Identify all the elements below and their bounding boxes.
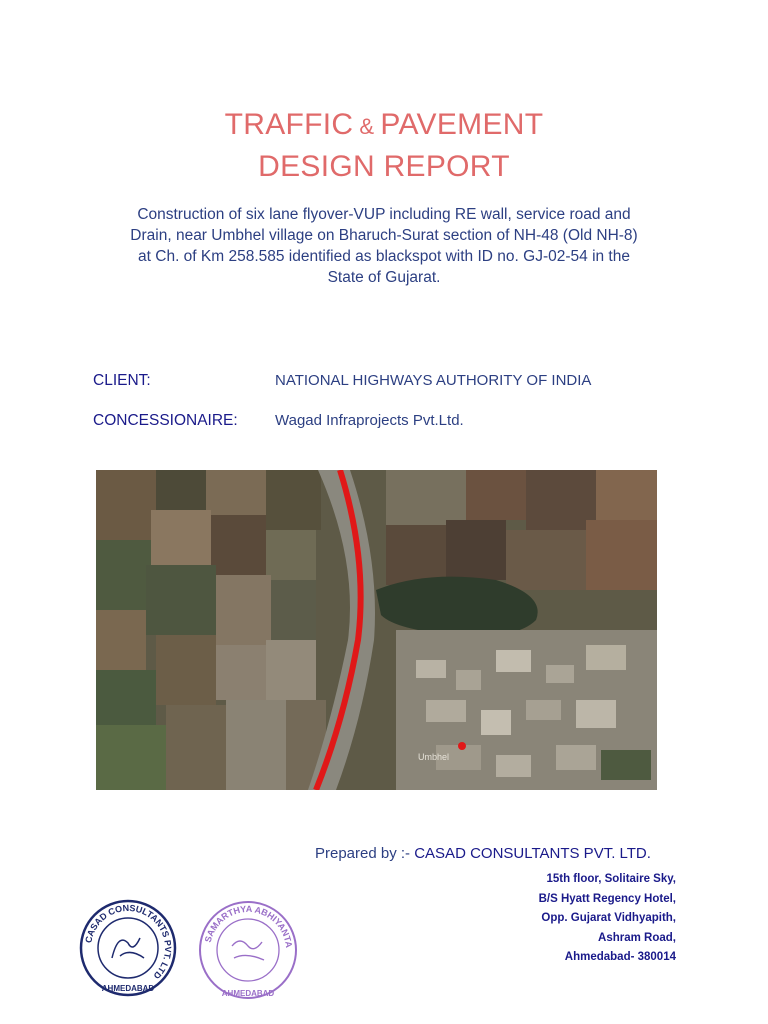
title-ampersand: & — [359, 114, 375, 139]
signature-mark — [232, 941, 264, 960]
description-line: Drain, near Umbhel village on Bharuch-Surat section of NH-48 (Old NH-8) — [130, 227, 638, 244]
seal-ring-text: CASAD CONSULTANTS PVT. LTD — [83, 902, 174, 981]
address-line: Ashram Road, — [598, 931, 676, 944]
location-pin-icon — [458, 742, 466, 750]
title-traffic: TRAFFIC — [224, 108, 354, 141]
address-line: 15th floor, Solitaire Sky, — [546, 873, 676, 885]
prepared-by — [315, 845, 651, 862]
report-title-line-1 — [0, 108, 768, 142]
satellite-map — [96, 470, 657, 790]
project-description — [92, 204, 676, 288]
description-line: Construction of six lane flyover-VUP including RE wall, service road and — [137, 206, 631, 223]
address-line: Ahmedabad- 380014 — [564, 951, 676, 963]
prepared-by-label: Prepared by :- — [315, 845, 411, 862]
address-line: B/S Hyatt Regency Hotel, — [538, 892, 676, 905]
client-value: NATIONAL HIGHWAYS AUTHORITY OF INDIA — [275, 372, 592, 389]
concessionaire-label: CONCESSIONAIRE: — [93, 412, 238, 429]
seal-ring-text: SAMARTHYA ABHIYANTA — [202, 903, 295, 949]
description-line: at Ch. of Km 258.585 identified as blackspot with ID no. GJ-02-54 in the — [138, 248, 630, 265]
samarthya-seal-stamp — [196, 898, 301, 1008]
svg-text:SAMARTHYA ABHIYANTA — [203, 904, 294, 949]
casad-seal-stamp — [78, 898, 178, 1003]
seal-bottom-text: AHMEDABAD — [101, 984, 155, 993]
seal-bottom-text: AHMEDABAD — [221, 989, 275, 998]
map-place-label: Umbhel — [418, 752, 450, 762]
concessionaire-value: Wagad Infraprojects Pvt.Ltd. — [275, 412, 464, 429]
consultant-name: CASAD CONSULTANTS PVT. LTD. — [414, 845, 651, 862]
description-line: State of Gujarat. — [327, 269, 441, 286]
report-title-line-2: DESIGN REPORT — [258, 150, 510, 183]
consultant-address — [376, 870, 676, 968]
client-label: CLIENT: — [93, 372, 151, 389]
address-line: Opp. Gujarat Vidhyapith, — [541, 912, 676, 924]
title-pavement: PAVEMENT — [380, 108, 544, 141]
aerial-site-image — [96, 470, 657, 790]
signature-mark — [112, 938, 144, 958]
